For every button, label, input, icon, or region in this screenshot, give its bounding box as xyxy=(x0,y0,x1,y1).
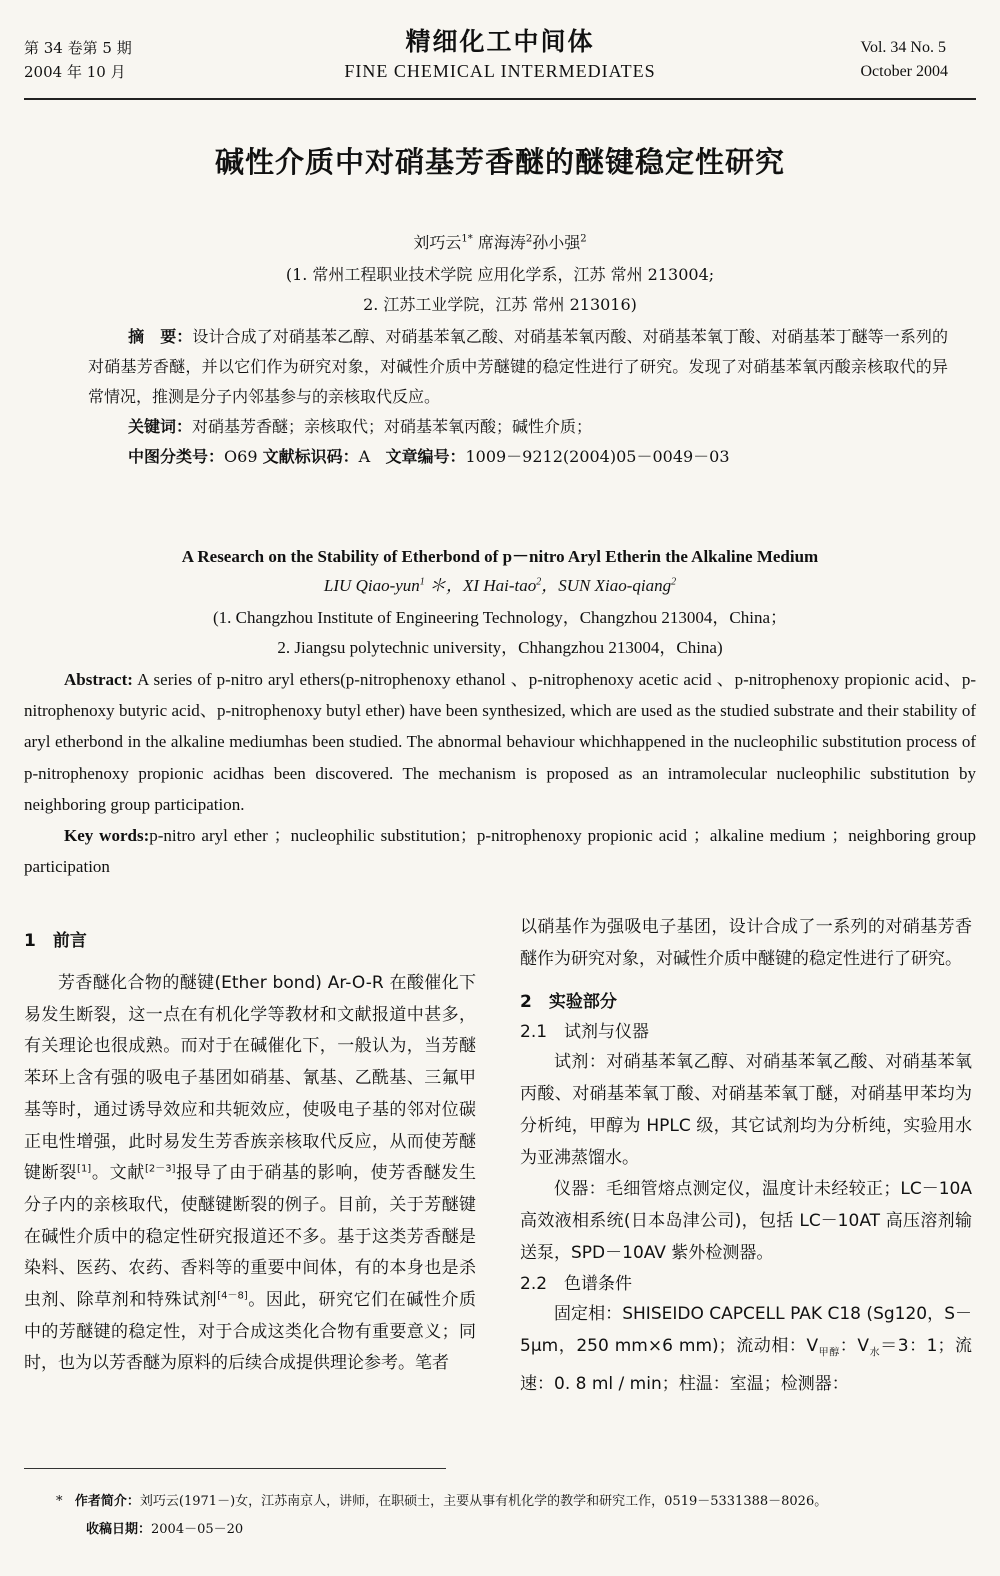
author-mark: 1* xyxy=(461,233,473,245)
clc-label: 中图分类号： xyxy=(128,447,225,466)
abstract-zh-text: 设计合成了对硝基苯乙醇、对硝基苯氧乙酸、对硝基苯氧丙酸、对硝基苯氧丁酸、对硝基苯丁醚等一系列的对硝基芳香醚，并以它们作为研究对象，对碱性介质中芳醚键的稳定性进行了研究。发现了对硝基苯氧丙酸亲核取代的异常情况，推测是分子内邻基参与的亲核取代反应。 xyxy=(88,327,948,406)
chrom-text-c: ＝3：1；流速：0. 8 ml / min；柱温：室温；检测器： xyxy=(520,1336,973,1395)
footnote-author-text: 刘巧云(1971－)女，江苏南京人，讲师，在职硕士，主要从事有机化学的教学和研究工作，0519－5331388－8026。 xyxy=(139,1494,828,1509)
affiliation-en-1: (1. Changzhou Institute of Engineering Technology，Changzhou 213004，China； xyxy=(212,608,788,627)
keywords-zh-label: 关键词： xyxy=(128,417,193,436)
affiliation-zh-2: 2. 江苏工业学院，江苏 常州 213016) xyxy=(363,295,637,314)
doc-code-label: 文献标识码： xyxy=(262,447,359,466)
intro-text-d: 。因此，研究它们在碱性介质中的芳醚键的稳定性，对于合成这类化合物有重要意义；同时，也为以芳香醚为原料的后续合成提供理论参考。笔者 xyxy=(24,1290,477,1374)
subscript: 水 xyxy=(869,1347,881,1359)
intro-continuation: 以硝基作为强吸电子基团，设计合成了一系列的对硝基芳香醚作为研究对象，对碱性介质中醚键的稳定性进行了研究。 xyxy=(520,917,972,969)
spacer xyxy=(24,956,476,968)
footnote-author xyxy=(56,1492,956,1512)
header-rule xyxy=(24,98,976,100)
abstract-en-paragraph xyxy=(24,664,976,820)
author-mark: 2 xyxy=(536,576,542,588)
clc-value: O69 xyxy=(224,447,258,466)
body-column-right xyxy=(520,912,972,1401)
keywords-en-text: p-nitro aryl ether ；nucleophilic substitution；p-nitrophenoxy propionic acid ；alkaline medium ；neighboring group participation xyxy=(24,826,976,877)
spacer xyxy=(520,975,972,987)
issue-date: 2004 年 10 月 xyxy=(24,63,126,81)
article-id-value: 1009－9212(2004)05－0049－03 xyxy=(465,447,730,466)
intro-text-a: 芳香醚化合物的醚键(Ether bond) Ar-O-R 在酸催化下易发生断裂，这一点在有机化学等教材和文献报道中甚多，有关理论也很成熟。而对于在碱催化下，一般认为，当芳醚苯环上含有强的吸电子基团如硝基、氰基、乙酰基、三氟甲基等时，通过诱导效应和共轭效应，使吸电子基的邻对位碳正电性增强，此时易发生芳香族亲核取代反应，从而使芳醚键断裂 xyxy=(24,973,476,1184)
affiliation-en-2: 2. Jiangsu polytechnic university，Chhangzhou 213004，China) xyxy=(277,638,723,657)
issue-volume-en: Vol. 34 No. 5 xyxy=(860,39,946,56)
subscript: 甲醇 xyxy=(818,1347,840,1359)
intro-text-c: 报导了由于硝基的影响，使芳香醚发生分子内的亲核取代，使醚键断裂的例子。目前，关于芳醚键在碱性介质中的稳定性研究报道还不多。基于这类芳香醚是染料、医药、农药、香料等的重要中间体，有的本身也是杀虫剂、除草剂和特殊试剂 xyxy=(24,1163,477,1311)
journal-name-zh: 精细化工中间体 xyxy=(405,27,595,56)
section-heading-2: 2 实验部分 xyxy=(520,992,617,1013)
abstract-zh-paragraph xyxy=(88,322,948,412)
author-name: 孙小强 xyxy=(532,233,581,252)
authors-zh xyxy=(0,230,1000,256)
classification-line xyxy=(88,442,948,472)
abstract-zh-label: 摘 要： xyxy=(128,327,193,346)
footnote-received-label: 收稿日期： xyxy=(86,1522,152,1537)
abstract-en-text: A series of p-nitro aryl ethers(p-nitrophenoxy ethanol 、p-nitrophenoxy acetic acid 、p-nitrophenoxy propionic acid、p-nitrophenoxy butyric acid、p-nitrophenoxy butyl ether) have been synthesized, which are used as the studied substrate and their stability of aryl etherbond in the alkaline mediumhas been studied. The abnormal behaviour whichhappened in the nucleophilic substitution process of p-nitrophenoxy propionic acidhas been discovered. The mechanism is proposed as an intramolecular nucleophilic substitution by neighboring group participation. xyxy=(24,670,976,814)
author-mark: 2 xyxy=(525,233,533,245)
keywords-zh-text: 对硝基芳香醚；亲核取代；对硝基苯氧丙酸；碱性介质； xyxy=(192,417,593,436)
author-sep: ， xyxy=(541,576,559,595)
author-name: LIU Qiao-yun xyxy=(323,576,420,595)
citation: [2－3] xyxy=(144,1163,176,1175)
author-name: 席海涛 xyxy=(477,233,526,252)
chrom-text-b: ：V xyxy=(839,1336,869,1357)
chrom-text-a: 固定相：SHISEIDO CAPCELL PAK C18 (Sg120，S－5μm，250 mm×6 mm)；流动相：V xyxy=(520,1304,972,1357)
abstract-en xyxy=(24,664,976,882)
section-heading-1: 1 前言 xyxy=(24,931,87,951)
issue-info-en xyxy=(860,36,948,84)
issue-date-en: October 2004 xyxy=(860,63,948,80)
footnote-author-label: 作者简介： xyxy=(74,1494,140,1509)
intro-text-b: 。文献 xyxy=(91,1163,145,1184)
footnote-star: * xyxy=(56,1494,63,1509)
author-mark: 1 xyxy=(419,576,425,588)
subsection-heading-2-1: 2.1 试剂与仪器 xyxy=(520,1022,650,1043)
subsection-heading-2-2: 2.2 色谱条件 xyxy=(520,1274,633,1295)
author-mark: 2 xyxy=(671,576,677,588)
affiliation-zh-1: (1. 常州工程职业技术学院 应用化学系，江苏 常州 213004; xyxy=(285,265,715,284)
abstract-en-label: Abstract: xyxy=(64,670,133,689)
author-sep: ＊， xyxy=(424,576,464,595)
paper-title-en: A Research on the Stability of Etherbond of p－nitro Aryl Etherin the Alkaline Medium xyxy=(181,547,819,566)
keywords-zh xyxy=(88,412,948,442)
authors-en xyxy=(0,572,1000,600)
intro-paragraph xyxy=(24,968,476,1380)
citation: [1] xyxy=(77,1163,92,1175)
footnote-received xyxy=(86,1520,986,1540)
keywords-en xyxy=(24,820,976,882)
footnote-rule xyxy=(24,1468,446,1469)
reagents-paragraph: 试剂：对硝基苯氧乙醇、对硝基苯氧乙酸、对硝基苯氧丙酸、对硝基苯氧丁酸、对硝基苯氧丁醚，对硝基甲苯均为分析纯，甲醇为 HPLC 级，其它试剂均为分析纯，实验用水为亚沸蒸馏水。 xyxy=(520,1052,972,1168)
author-mark: 2 xyxy=(580,233,587,245)
keywords-en-label: Key words: xyxy=(64,826,150,846)
chromatography-paragraph xyxy=(520,1299,972,1401)
journal-name xyxy=(0,26,1000,84)
body-column-left xyxy=(24,926,476,1380)
author-name: 刘巧云 xyxy=(413,233,462,252)
abstract-zh xyxy=(88,322,948,472)
author-name: XI Hai-tao xyxy=(463,576,537,595)
instruments-paragraph: 仪器：毛细管熔点测定仪，温度计未经较正；LC－10A 高效液相系统(日本岛津公司)，包括 LC－10AT 高压溶剂输送泵，SPD－10AV 紫外检测器。 xyxy=(520,1179,972,1263)
footnote-received-date: 2004－05－20 xyxy=(151,1522,244,1537)
journal-name-en: FINE CHEMICAL INTERMEDIATES xyxy=(344,61,656,81)
article-id-label: 文章编号： xyxy=(385,447,466,466)
doc-code-value: A xyxy=(358,447,371,466)
paper-title-zh: 碱性介质中对硝基芳香醚的醚键稳定性研究 xyxy=(214,145,785,179)
issue-volume: 第 34 卷第 5 期 xyxy=(24,39,132,57)
citation: [4－8] xyxy=(217,1290,248,1302)
author-name: SUN Xiao-qiang xyxy=(558,576,672,595)
